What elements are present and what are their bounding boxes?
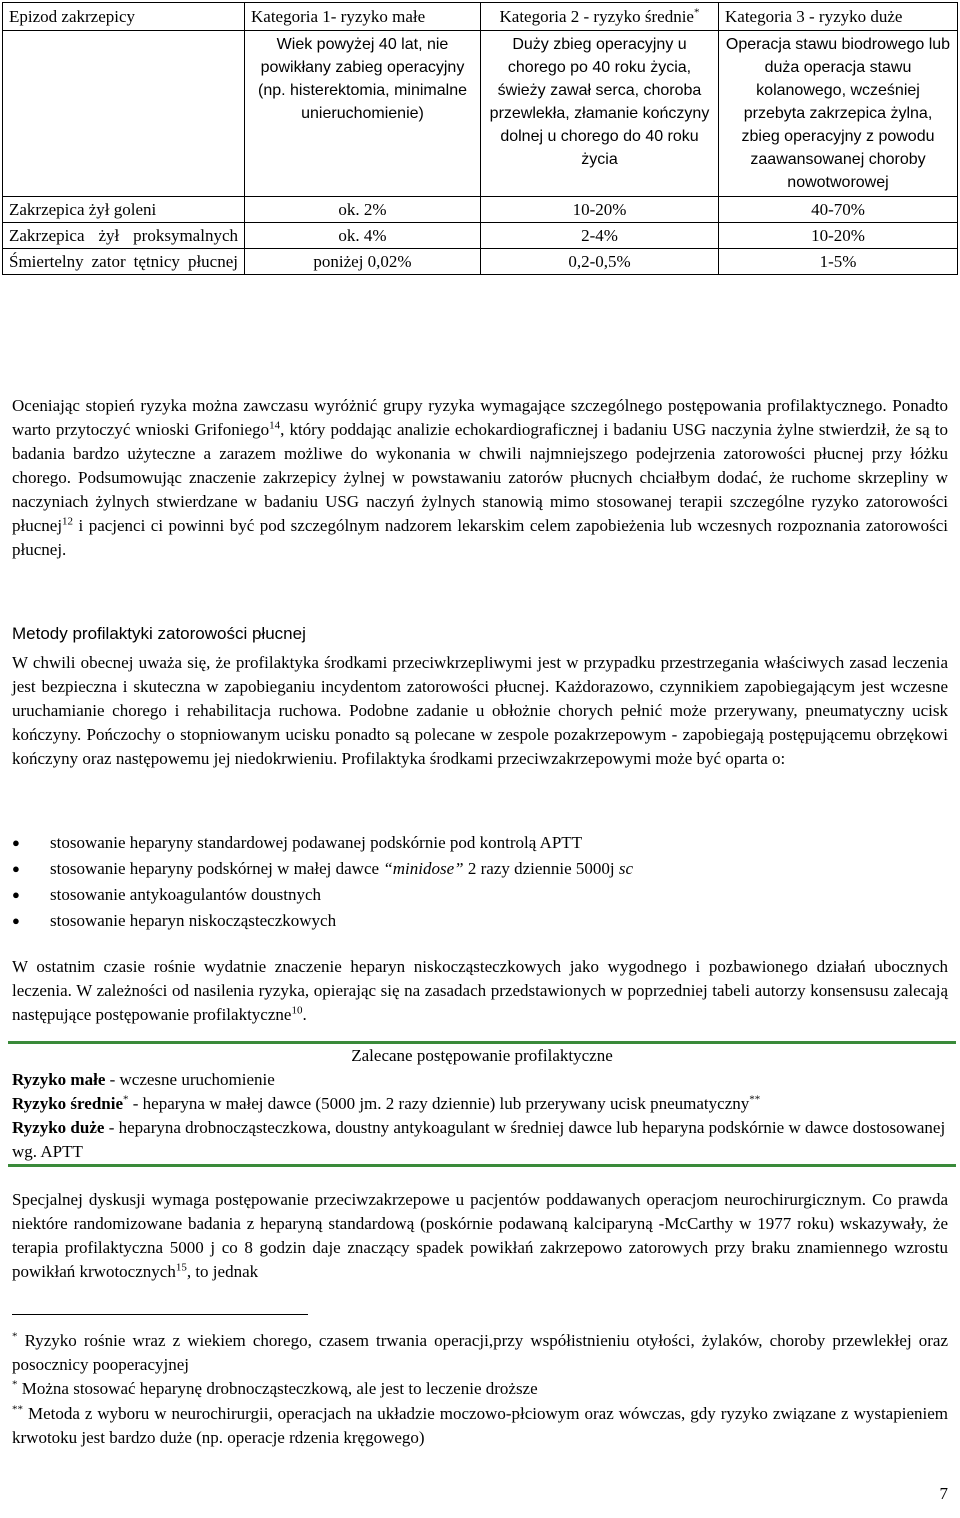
table-cell: 1-5%	[719, 249, 958, 275]
list-item: ● stosowanie heparyn niskocząsteczkowych	[12, 908, 633, 934]
table-cell: poniżej 0,02%	[245, 249, 481, 275]
table-cell: 10-20%	[719, 223, 958, 249]
table-row	[3, 223, 958, 249]
table-row	[3, 249, 958, 275]
footnote: * Można stosować heparynę drobnocząsteczkową, ale jest to leczenie droższe	[12, 1378, 538, 1398]
paragraph-risk-groups: Oceniając stopień ryzyka można zawczasu wyróżnić grupy ryzyka wymagające szczególnego postępowania profilaktycznego. Ponadto warto przytoczyć wnioski Grifoniego$^{14}$, który poddając analizie echokardiograficznej i badaniu USG naczynia żylne stwierdził, że są to badania bardzo użyteczne a zarazem możliwe do wykonania w chwili najmniejszego podejrzenia zatorowości płucnej przy łóżku chorego. Podsumowując znaczenie zakrzepicy żylnej w powstawaniu zatorów płucnych chciałbym dodać, że ruchome skrzepliny w naczyniach żylnych stwierdzane w badaniu USG naczyń żylnych stanowią mimo stosowanej terapii szczególne ryzyko zatorowości płucnej$^{12}$ i pacjenci ci powinni być pod szczególnym nadzorem lekarskim celem zapobieżenia lub wczesnych rozpoznania zatorowości płucnej.	[12, 396, 949, 559]
paragraph-methods: W chwili obecnej uważa się, że profilaktyka środkami przeciwkrzepliwymi jest w przypadku przestrzegania właściwych zasad leczenia jest bezpieczna i skuteczna w zapobieganiu incydentom zatorowości płucnej. Każdorazowo, czynnikiem zapobiegającym jest wczesne uruchamianie chorego i rehabilitacja ruchowa. Podobne zadanie u obłożnie chorych pełnić może przerywany, pneumatyczny ucisk kończyny. Pończochy o stopniowanym ucisku ponadto są polecane w zespole pozakrzepowym - zapobiegają postępującemu obrzękowi kończyny oraz następowemu jej niedokrwieniu. Profilaktyka środkami przeciwzakrzepowymi może być oparta o:	[12, 653, 948, 768]
header-cell: Kategoria 3 - ryzyko duże	[719, 3, 958, 31]
header-cell: Epizod zakrzepicy	[3, 3, 245, 31]
table-cell: 0,2-0,5%	[481, 249, 719, 275]
header-cell: Kategoria 1- ryzyko małe	[245, 3, 481, 31]
risk-table	[2, 2, 958, 275]
section-heading: Metody profilaktyki zatorowości płucnej	[12, 624, 306, 643]
table-row	[3, 197, 958, 223]
table-cell: 2-4%	[481, 223, 719, 249]
box-title: Zalecane postępowanie profilaktyczne	[351, 1046, 613, 1065]
risk-low-row: Ryzyko małe - wczesne uruchomienie	[12, 1070, 275, 1089]
table-cell: 10-20%	[481, 197, 719, 223]
paragraph-lmwh: W ostatnim czasie rośnie wydatnie znaczenie heparyn niskocząsteczkowych jako wygodnego i pozbawionego działań ubocznych leczenia. W zależności od nasilenia ryzyka, opierając się na zasadach przedstawionych w poprzedniej tabeli autorzy konsensusu zalecają następujące postępowanie profilaktyczne$^{10}$.	[12, 957, 948, 1024]
footnote: * Ryzyko rośnie wraz z wiekiem chorego, czasem trwania operacji,przy współistnieniu otyłości, żylaków, choroby przewlekłej oraz posocznicy pooperacyjnej	[12, 1330, 948, 1374]
footnote: ** Metoda z wyboru w neurochirurgii, operacjach na układzie moczowo-płciowym oraz wówczas, gdy ryzyko związane z wystapieniem krwotoku jest bardzo duże (np. operacje rdzenia kręgowego)	[12, 1403, 948, 1447]
risk-high-row: Ryzyko duże - heparyna drobnocząsteczkowa, doustny antykoagulant w średniej dawce lub heparyna podskórnie w dawce dostosowanej wg. APTT	[12, 1118, 946, 1161]
method-list	[12, 830, 633, 934]
risk-medium-row: Ryzyko średnie* - heparyna w małej dawce (5000 jm. 2 razy dziennie) lub przerywany ucisk pneumatyczny**	[12, 1093, 761, 1113]
table-cell	[3, 31, 245, 197]
footnote-divider	[12, 1314, 308, 1315]
list-item: ● stosowanie heparyny standardowej podawanej podskórnie pod kontrolą APTT	[12, 830, 633, 856]
paragraph-neurosurgery: Specjalnej dyskusji wymaga postępowanie przeciwzakrzepowe u pacjentów poddawanych operacjom neurochirurgicznym. Co prawda niektóre randomizowane badania z heparyną standardową (poskórnie podawaną kalciparyną -McCarthy w 1977 roku) wskazywały, że terapia profilaktyczna 5000 j co 8 godzin daje znaczący spadek powikłań zakrzepowo zatorowych przy braku znamiennego wzrostu powikłań krwotocznych$^{15}$, to jednak	[12, 1190, 948, 1281]
list-item: ● stosowanie heparyny podskórnej w małej dawce “minidose” 2 razy dziennie 5000j sc	[12, 856, 633, 882]
table-cell: Zakrzepica żył goleni	[3, 197, 245, 223]
table-cell: Zakrzepica żył proksymalnych	[3, 223, 245, 249]
table-cell: Operacja stawu biodrowego lub duża operacja stawu kolanowego, wcześniej przebyta zakrzepica żylna, zbieg operacyjny z powodu zaawansowanej choroby nowotworowej	[719, 31, 958, 197]
list-item: ● stosowanie antykoagulantów doustnych	[12, 882, 633, 908]
table-cell: Wiek powyżej 40 lat, nie powikłany zabieg operacyjny (np. histerektomia, minimalne unieruchomienie)	[245, 31, 481, 197]
page-number: 7	[939, 1484, 948, 1503]
table-cell: ok. 2%	[245, 197, 481, 223]
recommendation-box	[8, 1041, 956, 1167]
table-row	[3, 31, 958, 197]
table-cell: ok. 4%	[245, 223, 481, 249]
table-cell: 40-70%	[719, 197, 958, 223]
header-cell: Kategoria 2 - ryzyko średnie*	[481, 3, 719, 31]
table-cell: Duży zbieg operacyjny u chorego po 40 roku życia, świeży zawał serca, choroba przewlekła, złamanie kończyny dolnej u chorego do 40 roku życia	[481, 31, 719, 197]
table-header-row	[3, 3, 958, 31]
table-cell: Śmiertelny zator tętnicy płucnej	[3, 249, 245, 275]
